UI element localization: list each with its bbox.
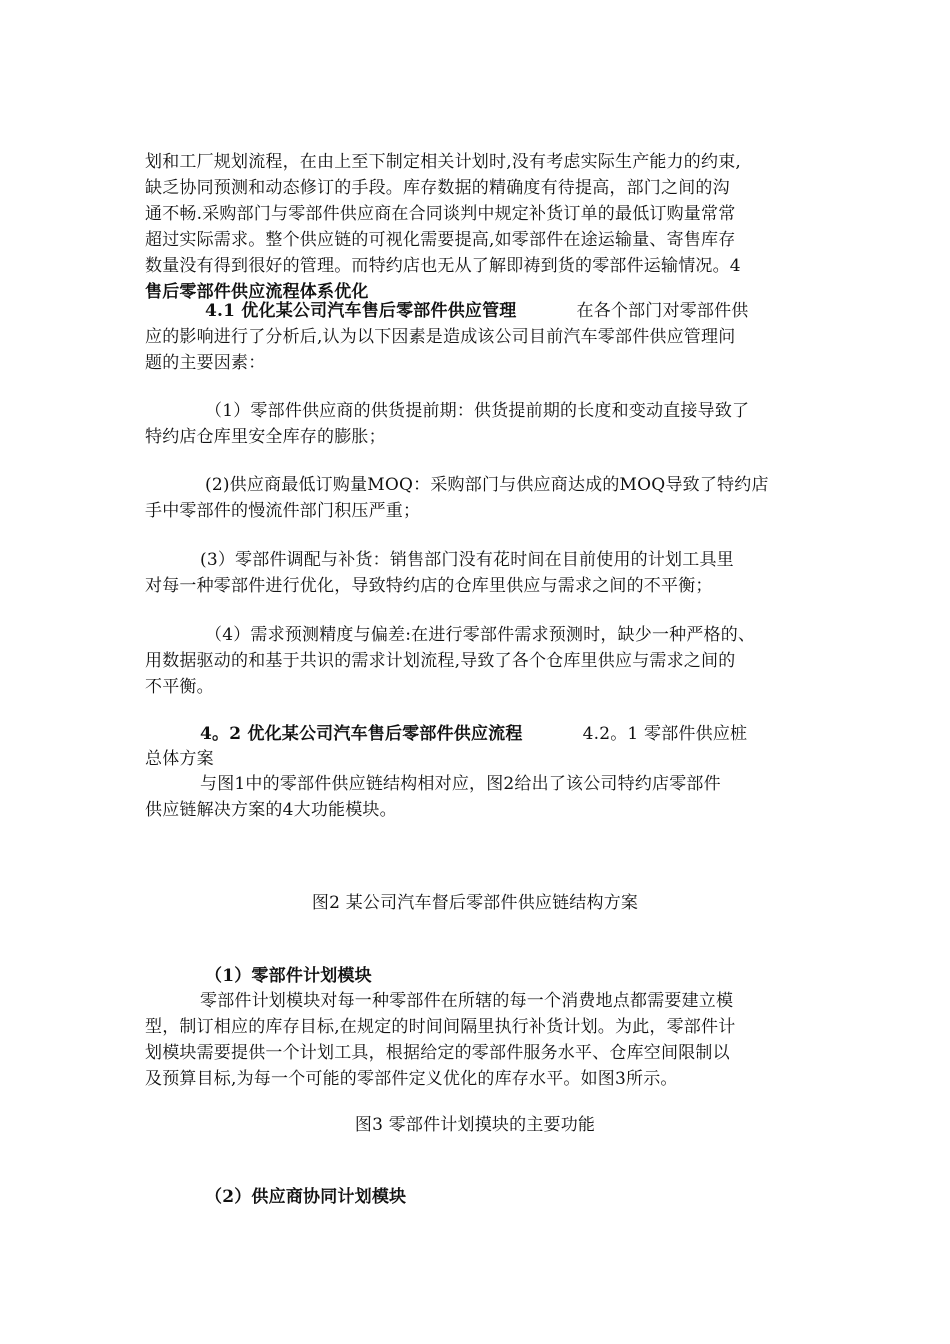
list-item-1-cont: 特约店仓库里安全库存的膨胀； (145, 427, 386, 447)
section-4-title: 售后零部件供应流程体系优化 (145, 282, 369, 302)
section-4-1-line1 (205, 299, 749, 323)
list-item-4-cont: 不平衡。 (145, 677, 214, 697)
paragraph-line: 划模块需要提供一个计划工具，根据给定的零部件服务水平、仓库空间限制以 (145, 1043, 730, 1063)
list-item-3: (3）零部件调配与补货：销售部门没有花时间在目前使用的计划工具里 (200, 550, 734, 570)
paragraph-line: 零部件计划模块对每一种零部件在所辖的每一个消费地点都需要建立模 (200, 991, 734, 1011)
list-item-4-cont: 用数据驱动的和基于共识的需求计划流程,导致了各个仓库里供应与需求之间的 (145, 651, 736, 671)
section-4-2-1-text: 4.2。1 零部件供应桩 (582, 724, 748, 744)
figure-2-caption: 图2 某公司汽车督后零部件供应链结构方案 (311, 893, 639, 913)
section-4-1-heading: 4.1 优化某公司汽车售后零部件供应管理 (205, 301, 517, 321)
list-item-1: （1）零部件供应商的供货提前期：供货提前期的长度和变动直接导致了 (205, 401, 750, 421)
paragraph-line: 题的主要因素： (145, 353, 266, 373)
intro-line: 划和工厂规划流程，在由上至下制定相关计划时,没有考虑实际生产能力的约束, (145, 152, 742, 172)
list-item-2-cont: 手中零部件的慢流件部门积压严重； (145, 501, 421, 521)
module-1-heading: （1）零部件计划模块 (205, 966, 372, 986)
section-4-1-text: 在各个部门对零部件供 (576, 301, 749, 321)
list-item-4: （4）需求预测精度与偏差:在进行零部件需求预测时，缺少一种严格的、 (205, 625, 756, 645)
section-4-2-heading: 4。2 优化某公司汽车售后零部件供应流程 (200, 724, 523, 744)
paragraph-line: 与图1中的零部件供应链结构相对应，图2给出了该公司特约店零部件 (200, 774, 721, 794)
intro-line: 缺乏协同预测和动态修订的手段。库存数据的精确度有待提高，部门之间的沟 (145, 178, 730, 198)
intro-line: 通不畅.采购部门与零部件供应商在合同谈判中规定补货订单的最低订购量常常 (145, 204, 736, 224)
paragraph-line: 及预算目标,为每一个可能的零部件定义优化的库存水平。如图3所示。 (145, 1069, 678, 1089)
paragraph-line: 总体方案 (145, 749, 214, 769)
list-item-3-cont: 对每一种零部件进行优化，导致特约店的仓库里供应与需求之间的不平衡； (145, 576, 713, 596)
paragraph-line: 型，制订相应的库存目标,在规定的时间间隔里执行补货计划。为此，零部件计 (145, 1017, 736, 1037)
figure-3-caption: 图3 零部件计划摸块的主要功能 (354, 1115, 596, 1135)
paragraph-line: 应的影响进行了分析后,认为以下因素是造成该公司目前汽车零部件供应管理问 (145, 327, 736, 347)
intro-line: 数量没有得到很好的管理。而特约店也无从了解即祷到货的零部件运输情况。4 (145, 256, 741, 276)
paragraph-line: 供应链解决方案的4大功能模块。 (145, 800, 397, 820)
intro-line: 超过实际需求。整个供应链的可视化需要提高,如零部件在途运输量、寄售库存 (145, 230, 736, 250)
module-2-heading: （2）供应商协同计划模块 (205, 1187, 407, 1207)
list-item-2: (2)供应商最低订购量MOQ：采购部门与供应商达成的MOQ导致了特约店 (205, 475, 769, 495)
section-4-2-line1 (200, 722, 747, 746)
